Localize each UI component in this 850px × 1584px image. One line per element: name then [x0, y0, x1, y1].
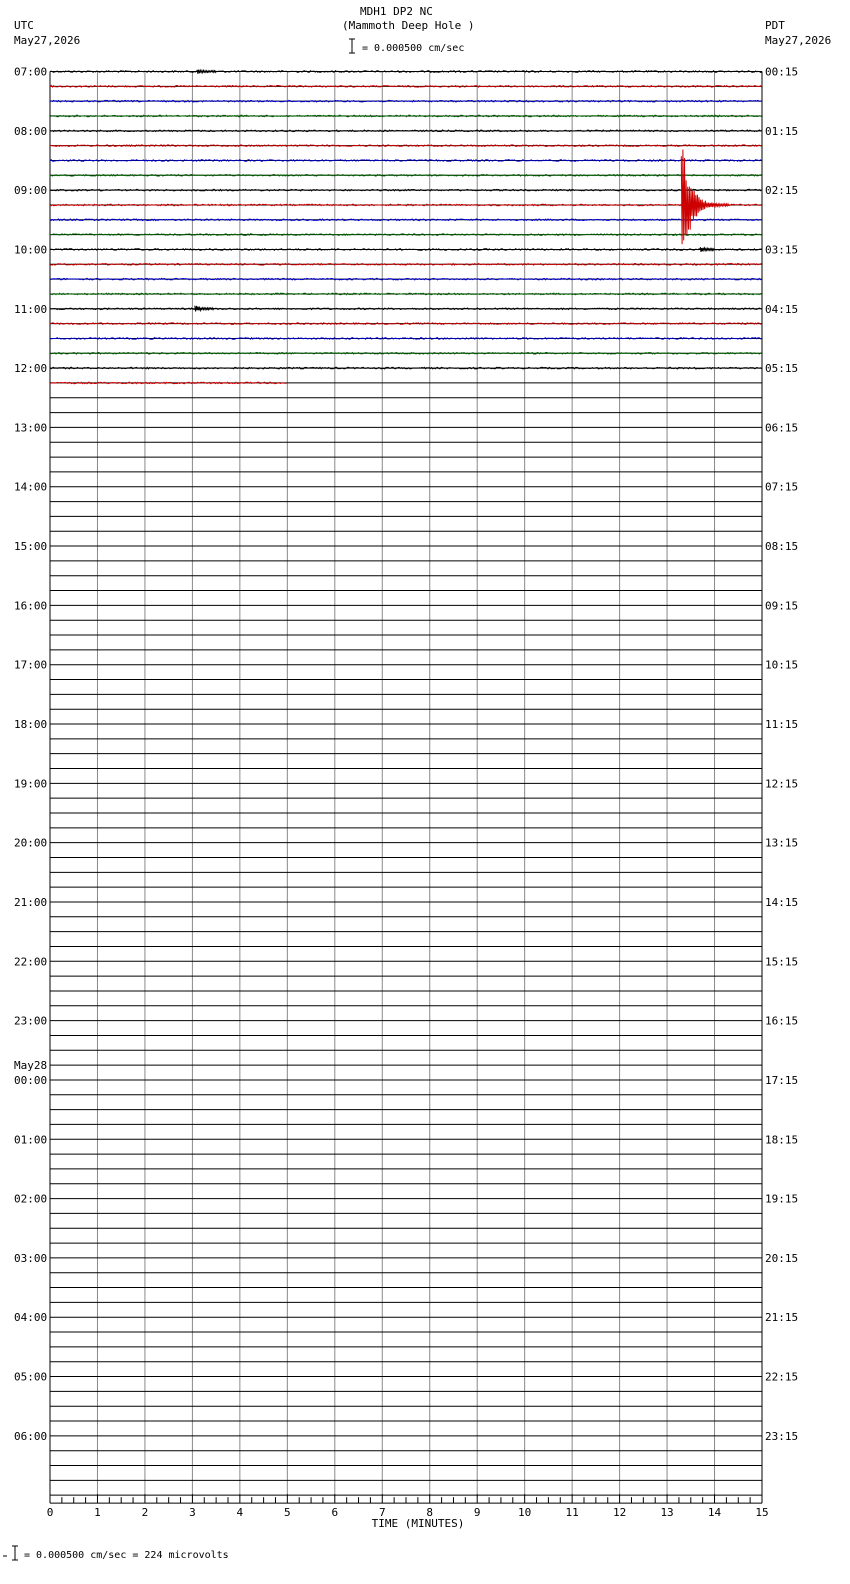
x-tick-label: 6 [331, 1506, 339, 1520]
utc-hour-label: 06:00 [14, 1429, 48, 1443]
utc-hour-label: 20:00 [14, 836, 48, 850]
utc-hour-label: 00:00 [14, 1073, 48, 1087]
right-date: May27,2026 [765, 34, 832, 47]
seismic-trace [50, 323, 762, 325]
x-tick-label: 1 [94, 1506, 101, 1520]
pdt-hour-label: 21:15 [765, 1311, 799, 1325]
footer-scale-bar-icon [3, 1546, 18, 1560]
seismic-trace [50, 160, 762, 162]
left-date: May27,2026 [14, 34, 81, 47]
utc-hour-label: 23:00 [14, 1014, 48, 1028]
seismic-event [197, 70, 216, 74]
seismic-trace [50, 130, 762, 132]
utc-hour-label: 07:00 [14, 65, 48, 79]
utc-hour-label: 12:00 [14, 362, 48, 376]
pdt-hour-label: 11:15 [765, 718, 799, 732]
utc-hour-label: 08:00 [14, 124, 48, 138]
seismic-trace [50, 249, 762, 251]
pdt-hour-label: 01:15 [765, 124, 799, 138]
utc-hour-label: 14:00 [14, 480, 48, 494]
pdt-hour-label: 00:15 [765, 65, 799, 79]
pdt-hour-label: 05:15 [765, 362, 799, 376]
seismic-trace [50, 338, 762, 340]
seismic-event [681, 150, 729, 245]
utc-hour-label: 03:00 [14, 1251, 48, 1265]
pdt-hour-label: 04:15 [765, 302, 799, 316]
x-tick-label: 12 [612, 1506, 627, 1520]
pdt-hour-label: 12:15 [765, 777, 799, 791]
pdt-hour-label: 16:15 [765, 1014, 799, 1028]
x-tick-label: 13 [660, 1506, 674, 1520]
pdt-hour-label: 09:15 [765, 599, 799, 613]
x-tick-label: 9 [473, 1506, 481, 1520]
right-timezone: PDT [765, 19, 785, 32]
pdt-hour-label: 15:15 [765, 955, 799, 969]
utc-hour-label: 05:00 [14, 1370, 48, 1384]
x-tick-label: 4 [236, 1506, 244, 1520]
pdt-hour-label: 22:15 [765, 1370, 799, 1384]
utc-hour-label: 17:00 [14, 658, 48, 672]
utc-hour-label: 09:00 [14, 184, 48, 198]
seismic-event [700, 247, 714, 252]
pdt-hour-label: 17:15 [765, 1073, 799, 1087]
pdt-hour-label: 13:15 [765, 836, 799, 850]
seismic-trace [50, 219, 762, 221]
utc-hour-label: 22:00 [14, 955, 48, 969]
left-timezone: UTC [14, 19, 34, 32]
station-location: (Mammoth Deep Hole ) [342, 19, 475, 32]
x-tick-label: 5 [284, 1506, 291, 1520]
utc-hour-label: 19:00 [14, 777, 48, 791]
seismic-trace [50, 145, 762, 147]
scale-label: = 0.000500 cm/sec [362, 43, 465, 54]
seismic-trace [50, 100, 762, 102]
seismic-trace [50, 115, 762, 117]
x-tick-label: 15 [755, 1506, 769, 1520]
footer-scale-label: = 0.000500 cm/sec = 224 microvolts [24, 1550, 229, 1561]
seismic-trace [50, 278, 762, 280]
grid [50, 72, 762, 1496]
seismic-trace [50, 293, 762, 295]
x-tick-label: 3 [189, 1506, 196, 1520]
utc-hour-label: 02:00 [14, 1192, 48, 1206]
pdt-hour-label: 03:15 [765, 243, 799, 257]
pdt-hour-label: 18:15 [765, 1133, 799, 1147]
x-tick-label: 2 [141, 1506, 149, 1520]
scale-bar-icon [349, 39, 355, 53]
x-tick-label: 8 [426, 1506, 434, 1520]
pdt-hour-label: 06:15 [765, 421, 799, 435]
utc-hour-label: 15:00 [14, 540, 48, 554]
seismic-trace [50, 308, 762, 310]
utc-hour-label: 11:00 [14, 302, 48, 316]
seismic-trace [50, 204, 762, 206]
pdt-hour-label: 14:15 [765, 895, 799, 909]
seismic-trace [50, 382, 286, 384]
pdt-hour-label: 02:15 [765, 184, 799, 198]
seismic-event [195, 306, 214, 312]
x-tick-label: 14 [707, 1506, 722, 1520]
x-tick-label: 10 [518, 1506, 532, 1520]
date-change-label: May28 [14, 1058, 48, 1072]
utc-hour-label: 18:00 [14, 718, 48, 732]
seismic-trace [50, 86, 762, 88]
utc-hour-label: 16:00 [14, 599, 48, 613]
utc-hour-label: 13:00 [14, 421, 48, 435]
pdt-hour-label: 23:15 [765, 1429, 799, 1443]
x-tick-label: 0 [46, 1506, 54, 1520]
pdt-hour-label: 07:15 [765, 480, 799, 494]
station-title: MDH1 DP2 NC [360, 5, 433, 18]
x-tick-label: 11 [565, 1506, 579, 1520]
utc-hour-label: 21:00 [14, 895, 48, 909]
utc-hour-label: 04:00 [14, 1311, 48, 1325]
pdt-hour-label: 10:15 [765, 658, 799, 672]
x-tick-label: 7 [378, 1506, 386, 1520]
pdt-hour-label: 19:15 [765, 1192, 799, 1206]
x-axis-title: TIME (MINUTES) [371, 1517, 465, 1531]
pdt-hour-label: 08:15 [765, 540, 799, 554]
utc-hour-label: 10:00 [14, 243, 48, 257]
utc-hour-label: 01:00 [14, 1133, 48, 1147]
pdt-hour-label: 20:15 [765, 1251, 799, 1265]
trace-layer [50, 70, 762, 384]
